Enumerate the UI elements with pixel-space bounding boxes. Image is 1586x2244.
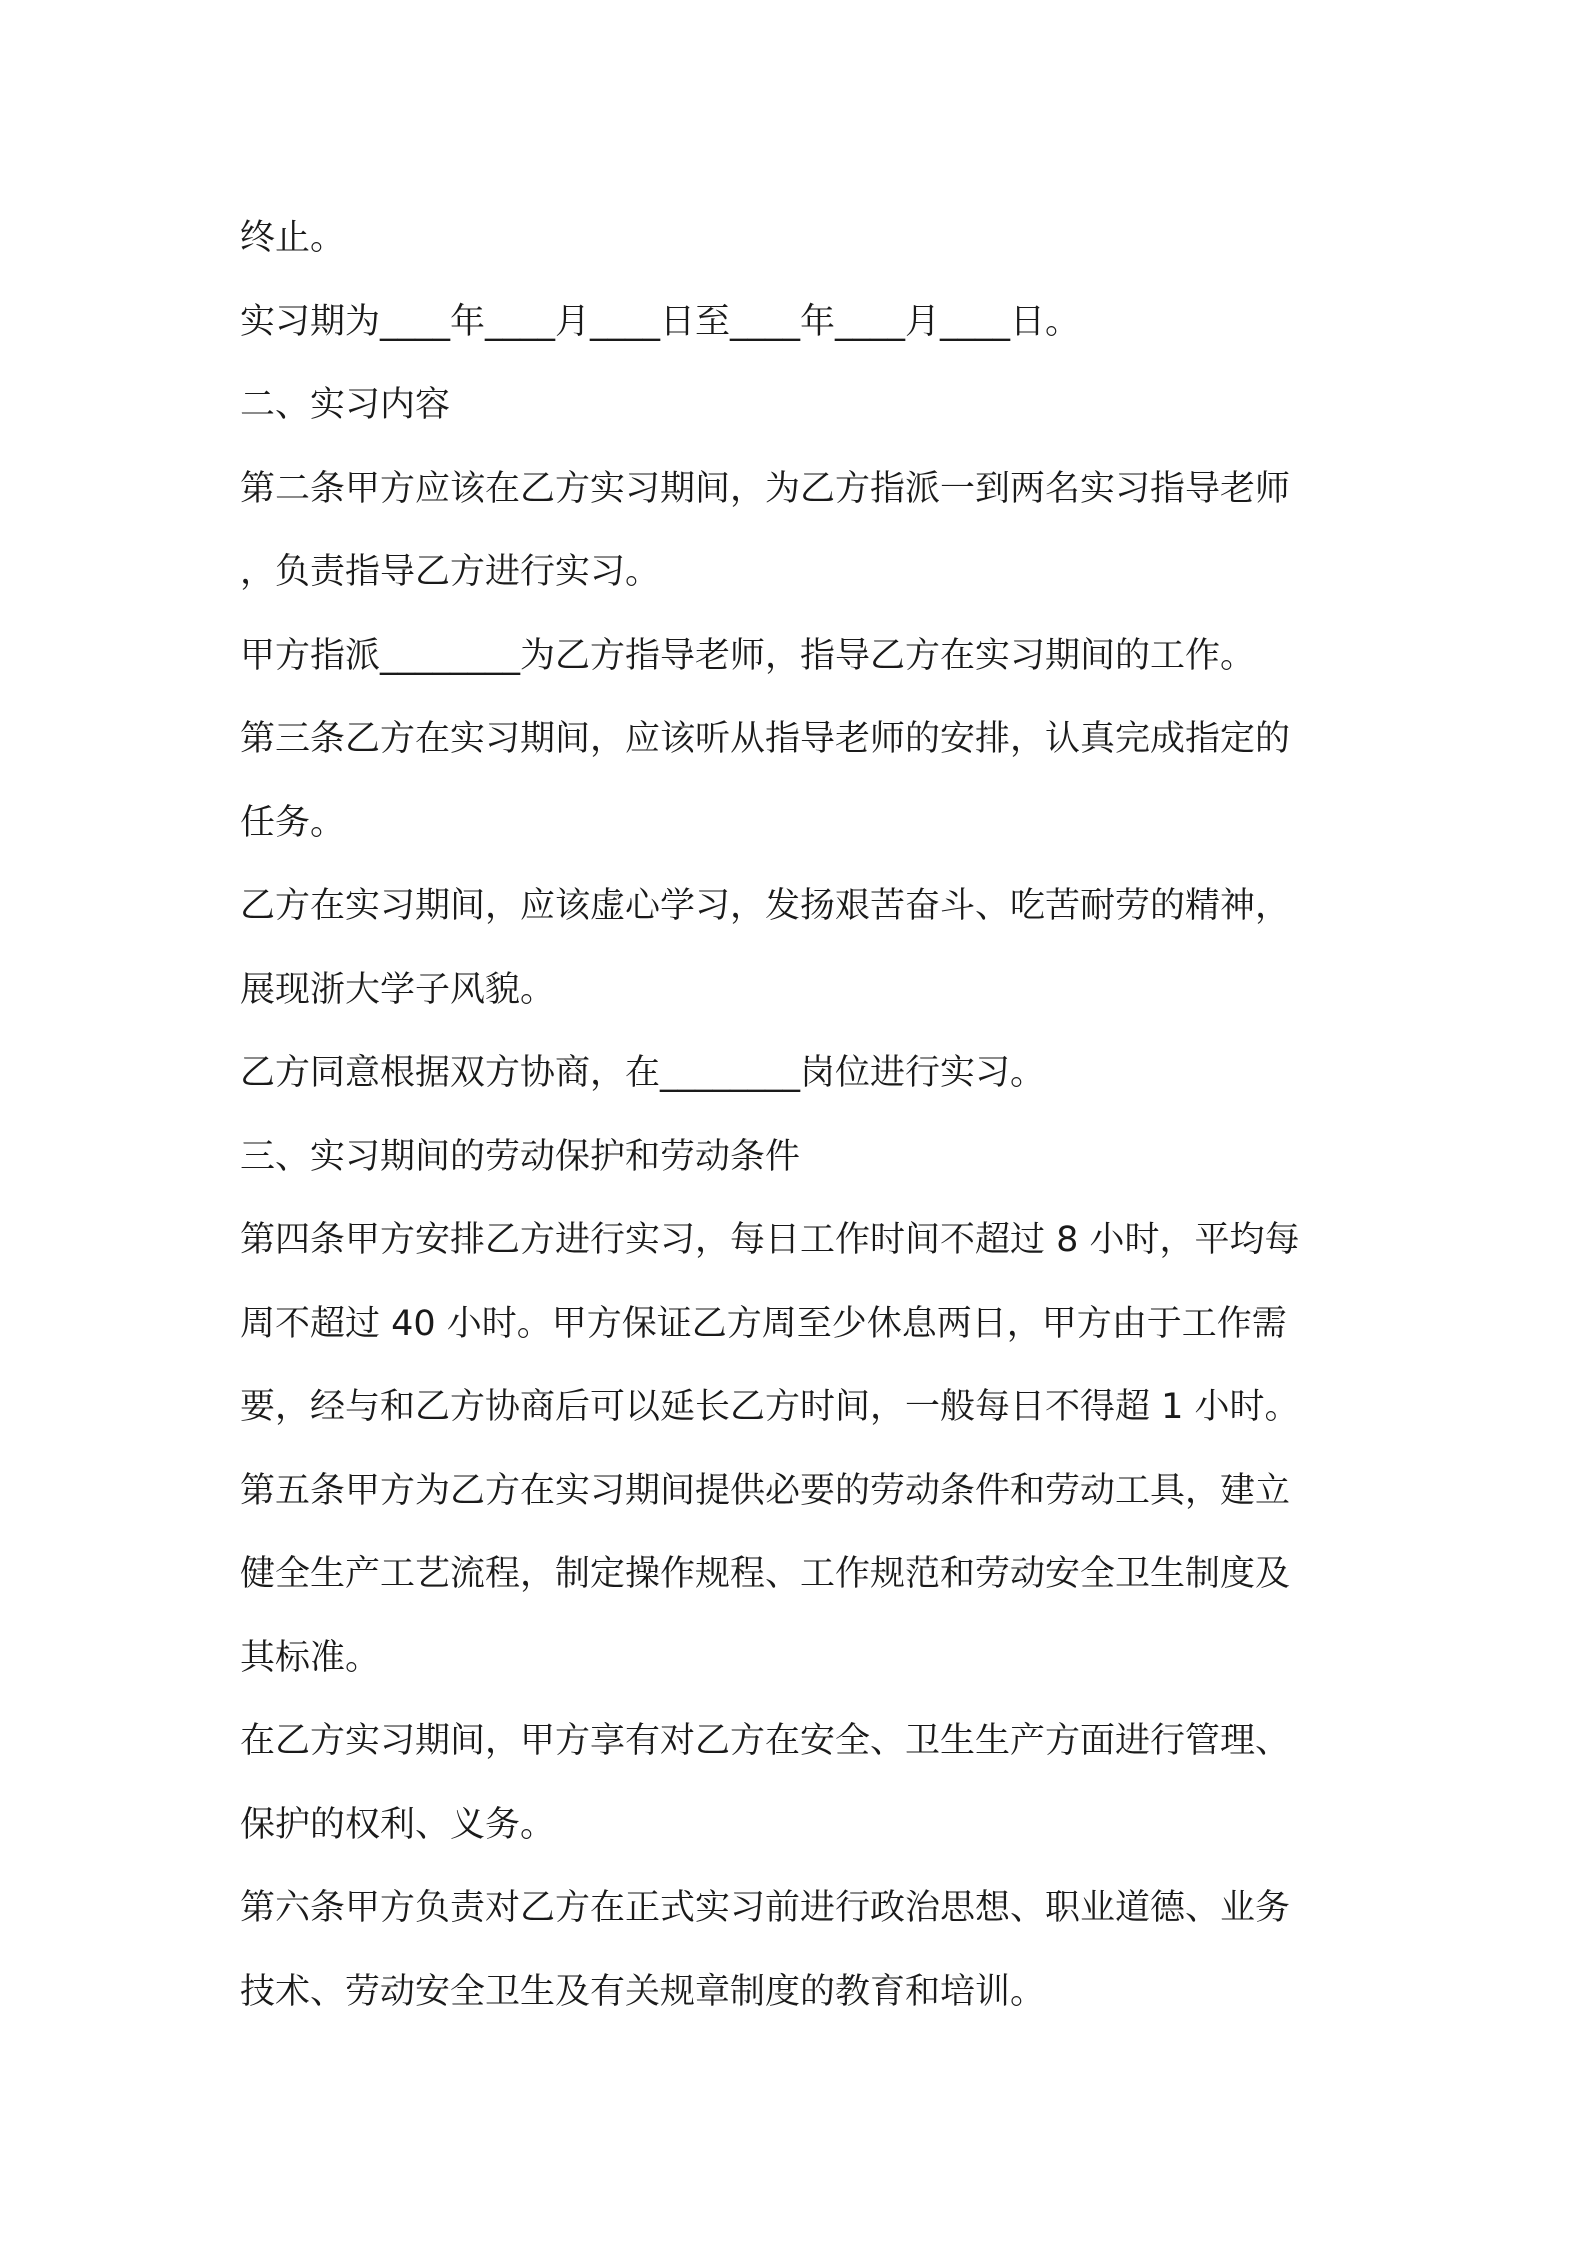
- text-line: 甲方指派________为乙方指导老师，指导乙方在实习期间的工作。: [240, 635, 1256, 676]
- text-line: 第六条甲方负责对乙方在正式实习前进行政治思想、职业道德、业务: [240, 1888, 1291, 1928]
- document-body: [240, 197, 1360, 2034]
- text-line: 任务。: [240, 802, 346, 843]
- text-line: 乙方在实习期间，应该虚心学习，发扬艰苦奋斗、吃苦耐劳的精神，: [240, 886, 1291, 926]
- text-line: 乙方同意根据双方协商，在________岗位进行实习。: [240, 1053, 1046, 1093]
- text-line: ，负责指导乙方进行实习。: [240, 552, 661, 592]
- section-heading: 三、实习期间的劳动保护和劳动条件: [240, 1136, 801, 1177]
- text-line: 终止。: [240, 218, 346, 258]
- text-line: 展现浙大学子风貌。: [240, 969, 556, 1010]
- text-line: 第四条甲方安排乙方进行实习，每日工作时间不超过 8 小时，平均每: [240, 1220, 1300, 1260]
- text-line: 在乙方实习期间，甲方享有对乙方在安全、卫生生产方面进行管理、: [240, 1721, 1291, 1761]
- text-line: 技术、劳动安全卫生及有关规章制度的教育和培训。: [240, 1971, 1046, 2012]
- text-line: 保护的权利、义务。: [240, 1804, 556, 1845]
- text-line: 实习期为____年____月____日至____年____月____日。: [240, 301, 1081, 342]
- text-line: 周不超过 40 小时。甲方保证乙方周至少休息两日，甲方由于工作需: [240, 1303, 1287, 1344]
- text-line: 要，经与和乙方协商后可以延长乙方时间，一般每日不得超 1 小时。: [240, 1387, 1300, 1427]
- text-line: 其标准。: [240, 1637, 381, 1678]
- text-line: 第三条乙方在实习期间，应该听从指导老师的安排，认真完成指定的: [240, 719, 1291, 759]
- text-line: 健全生产工艺流程，制定操作规程、工作规范和劳动安全卫生制度及: [240, 1554, 1291, 1594]
- text-line: 第二条甲方应该在乙方实习期间，为乙方指派一到两名实习指导老师: [240, 468, 1291, 509]
- section-heading: 二、实习内容: [240, 385, 451, 425]
- text-line: 第五条甲方为乙方在实习期间提供必要的劳动条件和劳动工具，建立: [240, 1470, 1291, 1511]
